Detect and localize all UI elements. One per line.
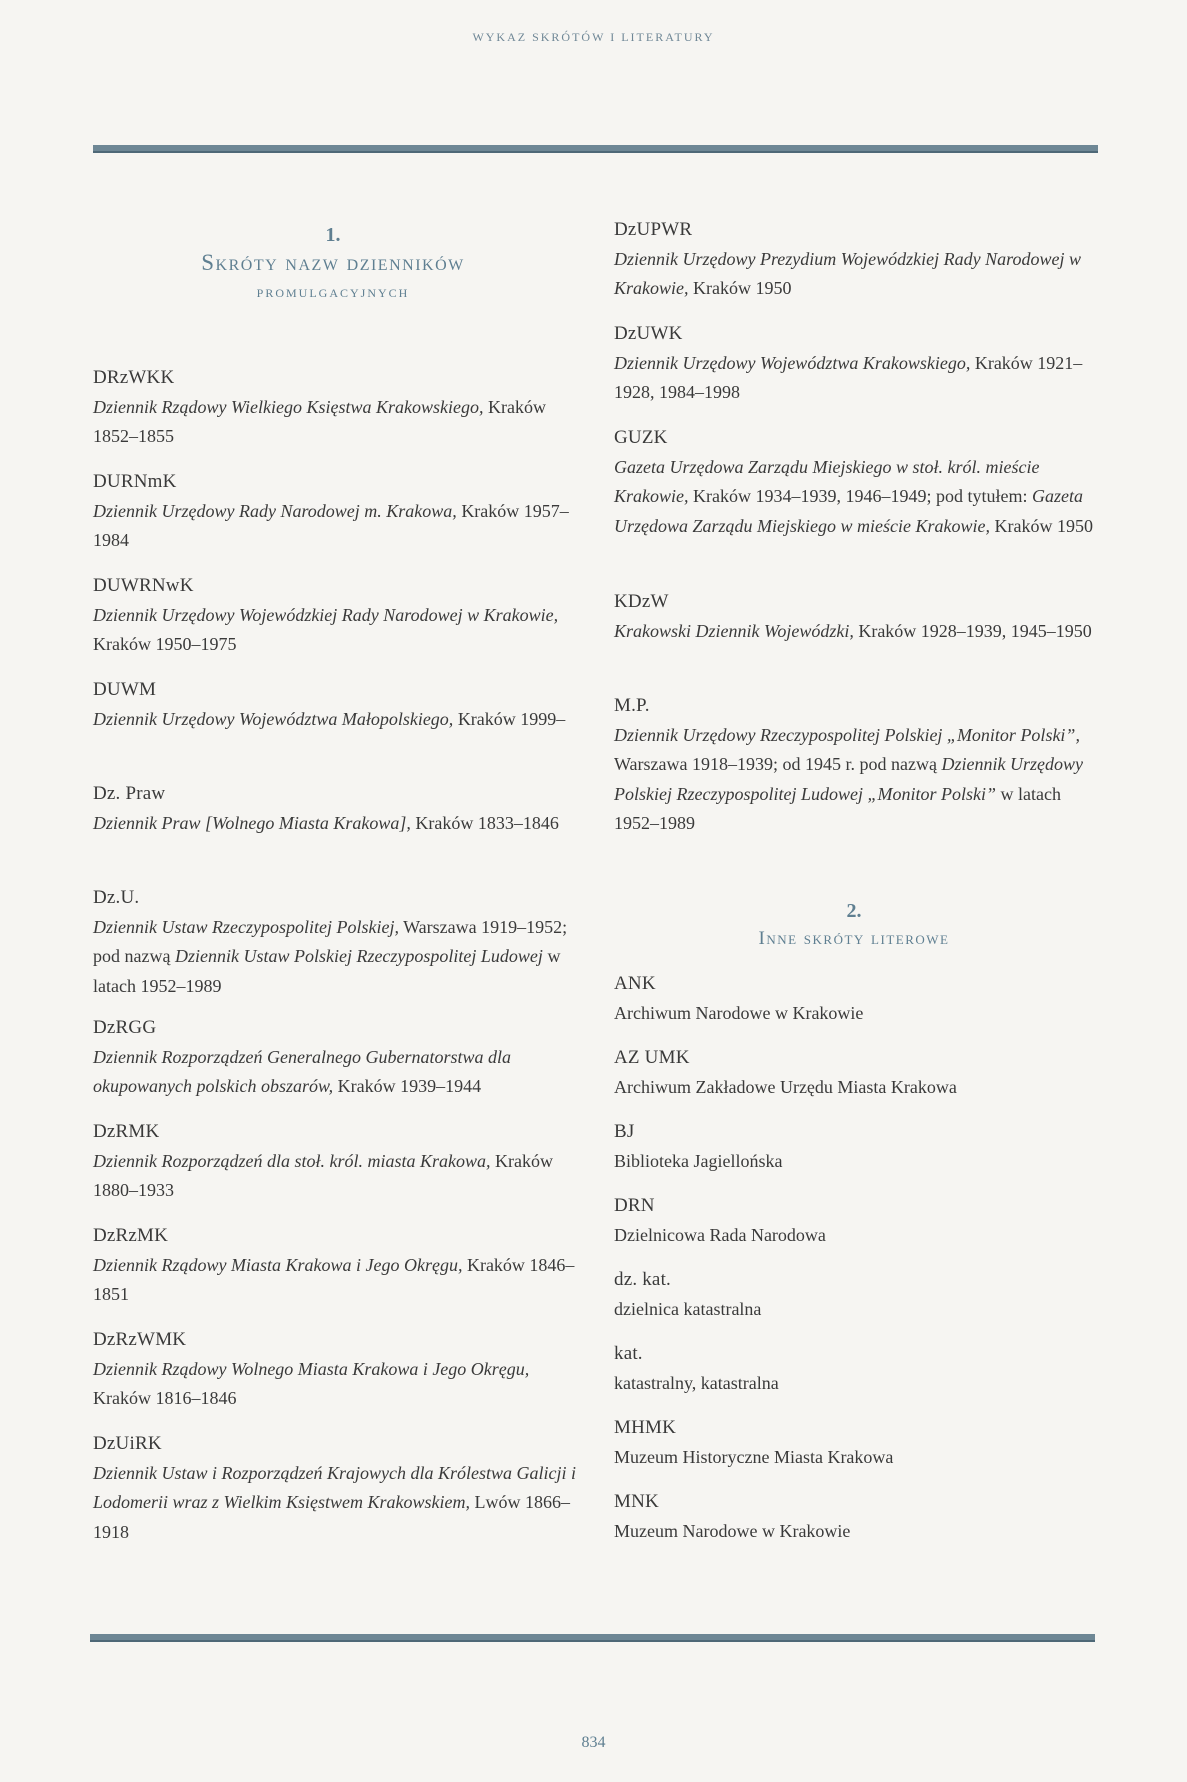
italic-title-text: Dziennik Rządowy Wielkiego Księstwa Krakowskiego, <box>93 396 484 417</box>
italic-title-text: Dziennik Rozporządzeń Generalnego Gubernatorstwa dla okupowanych polskich obszarów, <box>93 1046 511 1096</box>
abbreviation-entry <box>93 1221 583 1310</box>
section-1-title-line2: promulgacyjnych <box>256 282 410 301</box>
abbreviation: DzRMK <box>93 1121 160 1142</box>
abbreviation-entry <box>614 587 1104 646</box>
abbreviation: DRzWKK <box>93 367 175 388</box>
abbreviation: ANK <box>614 973 656 994</box>
italic-title-text: Krakowski Dziennik Wojewódzki, <box>614 620 854 641</box>
italic-title-text: Dziennik Rządowy Miasta Krakowa i Jego Okręgu, <box>93 1254 463 1275</box>
abbreviation-entry <box>614 215 1104 304</box>
italic-title-text: Dziennik Urzędowy Polskiej Rzeczypospolitej Ludowej „Monitor Polski” <box>614 754 1083 804</box>
abbreviation-expansion: dzielnica katastralna <box>614 1298 762 1319</box>
section-2-title: Inne skróty literowe <box>758 928 950 949</box>
abbreviation-expansion <box>614 245 1104 304</box>
abbreviation-expansion: katastralny, katastralna <box>614 1372 779 1393</box>
abbreviation: DzUiRK <box>93 1433 162 1454</box>
page-number: 834 <box>581 1734 606 1751</box>
abbreviation-expansion <box>614 453 1104 542</box>
publication-details-text: Kraków 1950–1975 <box>93 634 237 654</box>
abbreviation: kat. <box>614 1343 643 1364</box>
italic-title-text: Dziennik Ustaw Rzeczypospolitej Polskiej, <box>93 916 399 937</box>
publication-details-text: w latach 1952–1989 <box>93 946 561 996</box>
abbreviation-entry <box>614 691 1104 839</box>
abbreviation: AZ UMK <box>614 1047 690 1068</box>
publication-details-text: Lwów 1866–1918 <box>93 1492 570 1542</box>
abbreviation: DzRGG <box>93 1017 157 1038</box>
abbreviation-entry <box>93 675 583 734</box>
abbreviation-entry <box>93 467 583 556</box>
abbreviation-entry <box>93 571 583 660</box>
publication-details-text: Kraków 1852–1855 <box>93 396 546 446</box>
publication-details-text: Kraków 1880–1933 <box>93 1150 553 1200</box>
italic-title-text: Dziennik Rządowy Wolnego Miasta Krakowa i Jego Okręgu, <box>93 1358 530 1379</box>
italic-title-text: Dziennik Urzędowy Województwa Małopolskiego, <box>93 708 454 729</box>
abbreviation-entry <box>614 969 1104 1028</box>
abbreviation-expansion <box>93 1251 583 1310</box>
abbreviation: KDzW <box>614 591 669 612</box>
abbreviation-expansion <box>93 913 583 1002</box>
abbreviation-expansion: Archiwum Narodowe w Krakowie <box>614 1002 864 1023</box>
abbreviation: DzUWK <box>614 323 683 344</box>
italic-title-text: Dziennik Urzędowy Województwa Krakowskiego, <box>614 352 971 373</box>
abbreviation-entry <box>614 1043 1104 1102</box>
abbreviation-entry <box>614 1191 1104 1250</box>
abbreviation-expansion <box>614 349 1104 408</box>
abbreviation-expansion: Biblioteka Jagiellońska <box>614 1150 783 1171</box>
abbreviation: DzRzMK <box>93 1225 169 1246</box>
abbreviation: Dz. Praw <box>93 783 166 804</box>
publication-details-text: Kraków 1957–1984 <box>93 500 569 550</box>
publication-details-text: Kraków 1950 <box>688 278 792 298</box>
abbreviation: GUZK <box>614 427 668 448</box>
abbreviation-expansion: Muzeum Narodowe w Krakowie <box>614 1520 851 1541</box>
publication-details-text: Kraków 1999– <box>453 708 566 729</box>
abbreviation-expansion <box>93 1147 583 1206</box>
italic-title-text: Dziennik Praw [Wolnego Miasta Krakowa], <box>93 812 411 833</box>
abbreviation-entry <box>93 1013 583 1102</box>
publication-details-text: Warszawa 1918–1939; od 1945 r. pod nazwą <box>614 754 942 774</box>
abbreviation: BJ <box>614 1121 635 1142</box>
section-1-number: 1. <box>325 224 341 246</box>
abbreviation: DzUPWR <box>614 219 693 240</box>
italic-title-text: Dziennik Urzędowy Rady Narodowej m. Krakowa, <box>93 500 457 521</box>
abbreviation-expansion: Archiwum Zakładowe Urzędu Miasta Krakowa <box>614 1076 957 1097</box>
abbreviation: DzRzWMK <box>93 1329 187 1350</box>
abbreviation-expansion <box>614 617 1104 647</box>
abbreviation-expansion <box>93 497 583 556</box>
abbreviation-entry <box>614 319 1104 408</box>
abbreviation-entry <box>93 883 583 1001</box>
section-1-heading <box>93 222 573 306</box>
abbreviation-entry <box>614 1339 1104 1398</box>
publication-details-text: Kraków 1816–1846 <box>93 1388 237 1408</box>
abbreviation-expansion <box>93 1459 583 1548</box>
publication-details-text: Kraków 1833–1846 <box>410 812 559 833</box>
italic-title-text: Dziennik Ustaw Polskiej Rzeczypospolitej Ludowej <box>174 946 543 966</box>
abbreviation-entry <box>93 363 583 452</box>
italic-title-text: Dziennik Urzędowy Rzeczypospolitej Polskiej „Monitor Polski”, <box>614 724 1080 745</box>
abbreviation-expansion <box>614 721 1104 839</box>
abbreviation: DRN <box>614 1195 655 1216</box>
abbreviation-entry <box>614 1265 1104 1324</box>
publication-details-text: w latach 1952–1989 <box>614 783 1061 833</box>
abbreviation-entry <box>614 423 1104 541</box>
section-1-title-line1: Skróty nazw dzienników <box>201 250 465 275</box>
abbreviation: MHMK <box>614 1417 677 1438</box>
italic-title-text: Dziennik Urzędowy Prezydium Wojewódzkiej Rady Narodowej w Krakowie, <box>614 248 1081 298</box>
italic-title-text: Gazeta Urzędowa Zarządu Miejskiego w mieście Krakowie, <box>614 486 1083 536</box>
abbreviation-entry <box>93 1429 583 1547</box>
bottom-rule <box>90 1634 1095 1642</box>
abbreviation-entry <box>93 779 583 838</box>
abbreviation: MNK <box>614 1491 659 1512</box>
italic-title-text: Dziennik Rozporządzeń dla stoł. król. miasta Krakowa, <box>93 1150 491 1171</box>
publication-details-text: Kraków 1934–1939, 1946–1949; pod tytułem: <box>688 486 1032 506</box>
section-2-number: 2. <box>846 900 862 922</box>
abbreviation-expansion <box>93 1043 583 1102</box>
running-head: WYKAZ SKRÓTÓW I LITERATURY <box>472 30 715 44</box>
abbreviation-expansion: Dzielnicowa Rada Narodowa <box>614 1224 826 1245</box>
publication-details-text: Kraków 1939–1944 <box>333 1076 482 1096</box>
abbreviation-entry <box>614 1117 1104 1176</box>
top-rule <box>93 145 1098 153</box>
italic-title-text: Dziennik Urzędowy Wojewódzkiej Rady Narodowej w Krakowie, <box>93 604 559 625</box>
abbreviation-expansion <box>93 601 583 660</box>
publication-details-text: Warszawa 1919–1952; pod nazwą <box>93 916 568 966</box>
abbreviation-expansion <box>93 705 583 735</box>
abbreviation-expansion: Muzeum Historyczne Miasta Krakowa <box>614 1446 894 1467</box>
abbreviation-entry <box>93 1325 583 1414</box>
abbreviation-expansion <box>93 393 583 452</box>
abbreviation-expansion <box>93 809 583 839</box>
publication-details-text: Kraków 1921–1928, 1984–1998 <box>614 352 1083 402</box>
abbreviation-entry <box>93 1117 583 1206</box>
publication-details-text: Kraków 1928–1939, 1945–1950 <box>853 620 1092 641</box>
publication-details-text: Kraków 1846–1851 <box>93 1254 575 1304</box>
abbreviation-entry <box>614 1487 1104 1546</box>
abbreviation: DURNmK <box>93 471 177 492</box>
publication-details-text: Kraków 1950 <box>989 515 1093 536</box>
abbreviation: dz. kat. <box>614 1269 671 1290</box>
abbreviation: DUWRNwK <box>93 575 194 596</box>
italic-title-text: Dziennik Ustaw i Rozporządzeń Krajowych dla Królestwa Galicji i Lodomerii wraz z Wielkim Księstwem Krakowskiem, <box>93 1462 577 1512</box>
abbreviation: M.P. <box>614 695 650 716</box>
abbreviation-entry <box>614 1413 1104 1472</box>
abbreviation: DUWM <box>93 679 157 700</box>
italic-title-text: Gazeta Urzędowa Zarządu Miejskiego w stoł. król. mieście Krakowie, <box>614 456 1040 506</box>
abbreviation: Dz.U. <box>93 887 140 908</box>
section-2-heading <box>614 898 1094 953</box>
abbreviation-expansion <box>93 1355 583 1414</box>
